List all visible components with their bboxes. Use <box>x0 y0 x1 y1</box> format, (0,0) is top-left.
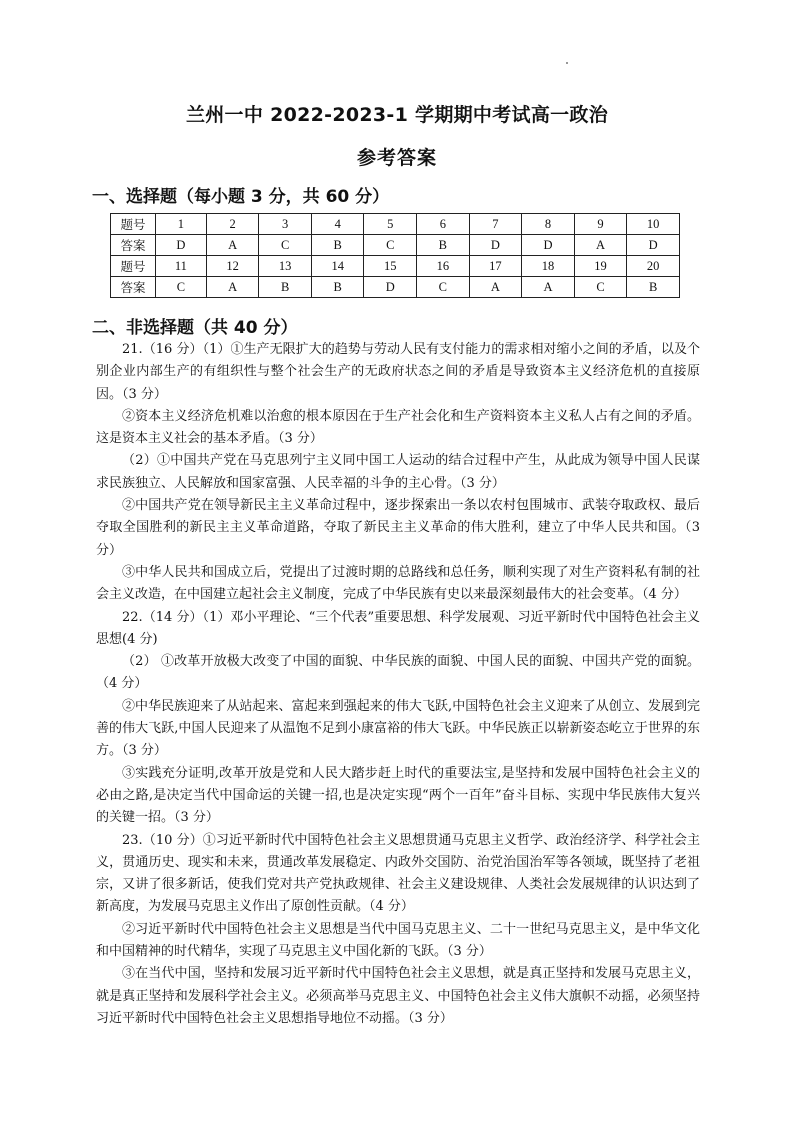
table-cell: 18 <box>522 256 575 277</box>
table-cell: 9 <box>574 214 627 235</box>
table-cell: D <box>522 235 575 256</box>
table-row-label: 题号 <box>111 214 156 235</box>
table-cell: 2 <box>206 214 259 235</box>
table-row <box>111 214 680 235</box>
answer-paragraph: ③在当代中国，坚持和发展习近平新时代中国特色社会主义思想，就是真正坚持和发展马克思主义，就是真正坚持和发展科学社会主义。必须高举马克思主义、中国特色社会主义伟大旗帜不动摇，必须坚持习近平新时代中国特色社会主义思想指导地位不动摇。（3 分） <box>96 966 700 1026</box>
table-cell: 5 <box>364 214 417 235</box>
answer-paragraph: ②习近平新时代中国特色社会主义思想是当代中国马克思主义、二十一世纪马克思主义，是中华文化和中国精神的时代精华，实现了马克思主义中国化新的飞跃。（3 分） <box>96 921 700 960</box>
answer-table <box>110 213 680 298</box>
table-cell: C <box>156 277 207 298</box>
table-cell: C <box>364 235 417 256</box>
table-cell: 13 <box>259 256 312 277</box>
table-cell: 11 <box>156 256 207 277</box>
table-cell: 7 <box>469 214 522 235</box>
table-row <box>111 235 680 256</box>
table-cell: 14 <box>311 256 364 277</box>
table-cell: C <box>417 277 470 298</box>
answer-paragraph: ②中国共产党在领导新民主主义革命过程中，逐步探索出一条以农村包围城市、武装夺取政权、最后夺取全国胜利的新民主主义革命道路，夺取了新民主主义革命的伟大胜利，建立了中华人民共和国。（3 分） <box>96 498 700 558</box>
table-cell: A <box>206 277 259 298</box>
page-subtitle: 参考答案 <box>356 147 437 169</box>
table-cell: D <box>469 235 522 256</box>
section2-heading: 二、非选择题（共 40 分） <box>92 318 298 338</box>
table-row-label: 答案 <box>111 277 156 298</box>
answer-paragraph: （2）①中国共产党在马克思列宁主义同中国工人运动的结合过程中产生，从此成为领导中国人民谋求民族独立、人民解放和国家富强、人民幸福的斗争的主心骨。（3 分） <box>96 453 700 491</box>
table-row <box>111 277 680 298</box>
section1-heading: 一、选择题（每小题 3 分，共 60 分） <box>92 187 390 207</box>
table-cell: 12 <box>206 256 259 277</box>
table-cell: B <box>311 235 364 256</box>
answer-paragraph: 21.（16 分）（1）①生产无限扩大的趋势与劳动人民有支付能力的需求相对缩小之间的矛盾，以及个别企业内部生产的有组织性与整个社会生产的无政府状态之间的矛盾是导致资本主义经济危机的直接原因。（3 分） <box>96 342 700 402</box>
table-cell: C <box>259 235 312 256</box>
table-cell: 17 <box>469 256 522 277</box>
table-cell: 10 <box>627 214 680 235</box>
table-cell: A <box>574 235 627 256</box>
table-cell: 15 <box>364 256 417 277</box>
table-cell: A <box>469 277 522 298</box>
answer-paragraph: ②资本主义经济危机难以治愈的根本原因在于生产社会化和生产资料资本主义私人占有之间的矛盾。这是资本主义社会的基本矛盾。（3 分） <box>96 408 700 447</box>
table-row-label: 答案 <box>111 235 156 256</box>
table-cell: 6 <box>417 214 470 235</box>
table-cell: 8 <box>522 214 575 235</box>
table-cell: A <box>522 277 575 298</box>
answer-paragraph: 22.（14 分）（1）邓小平理论、“三个代表”重要思想、科学发展观、习近平新时代中国特色社会主义思想(4 分) <box>96 609 700 647</box>
scan-dot <box>566 62 568 64</box>
table-cell: 19 <box>574 256 627 277</box>
table-cell: D <box>627 235 680 256</box>
table-cell: B <box>417 235 470 256</box>
table-cell: B <box>627 277 680 298</box>
answer-paragraph: 23.（10 分）①习近平新时代中国特色社会主义思想贯通马克思主义哲学、政治经济学、科学社会主义，贯通历史、现实和未来，贯通改革发展稳定、内政外交国防、治党治国治军等各领域，既坚持了老祖宗，又讲了很多新话，使我们党对共产党执政规律、社会主义建设规律、人类社会发展规律的认识达到了新高度，为发展马克思主义作出了原创性贡献。（4 分） <box>96 832 700 915</box>
table-cell: C <box>574 277 627 298</box>
table-cell: 20 <box>627 256 680 277</box>
table-cell: A <box>206 235 259 256</box>
page-title: 兰州一中 2022-2023-1 学期期中考试高一政治 <box>185 104 609 126</box>
answer-paragraph: ③实践充分证明,改革开放是党和人民大踏步赶上时代的重要法宝,是坚持和发展中国特色社会主义的必由之路,是决定当代中国命运的关键一招,也是决定实现“两个一百年”奋斗目标、实现中华民族伟大复兴的关键一招。（3 分） <box>96 765 700 826</box>
table-row-label: 题号 <box>111 256 156 277</box>
table-cell: B <box>259 277 312 298</box>
answer-paragraph: ②中华民族迎来了从站起来、富起来到强起来的伟大飞跃,中国特色社会主义迎来了从创立、发展到完善的伟大飞跃,中国人民迎来了从温饱不足到小康富裕的伟大飞跃。中华民族正以崭新姿态屹立于世界的东方。（3 分） <box>96 698 700 759</box>
table-row <box>111 256 680 277</box>
table-cell: 4 <box>311 214 364 235</box>
table-cell: D <box>156 235 207 256</box>
table-cell: B <box>311 277 364 298</box>
table-cell: 16 <box>417 256 470 277</box>
table-cell: 3 <box>259 214 312 235</box>
answer-paragraph: （2） ①改革开放极大改变了中国的面貌、中华民族的面貌、中国人民的面貌、中国共产党的面貌。（4 分） <box>96 654 700 692</box>
answer-paragraph: ③中华人民共和国成立后，党提出了过渡时期的总路线和总任务，顺利实现了对生产资料私有制的社会主义改造，在中国建立起社会主义制度，完成了中华民族有史以来最深刻最伟大的社会变革。（4 分） <box>96 564 700 603</box>
answer-text <box>96 339 700 1030</box>
table-cell: 1 <box>156 214 207 235</box>
table-cell: D <box>364 277 417 298</box>
